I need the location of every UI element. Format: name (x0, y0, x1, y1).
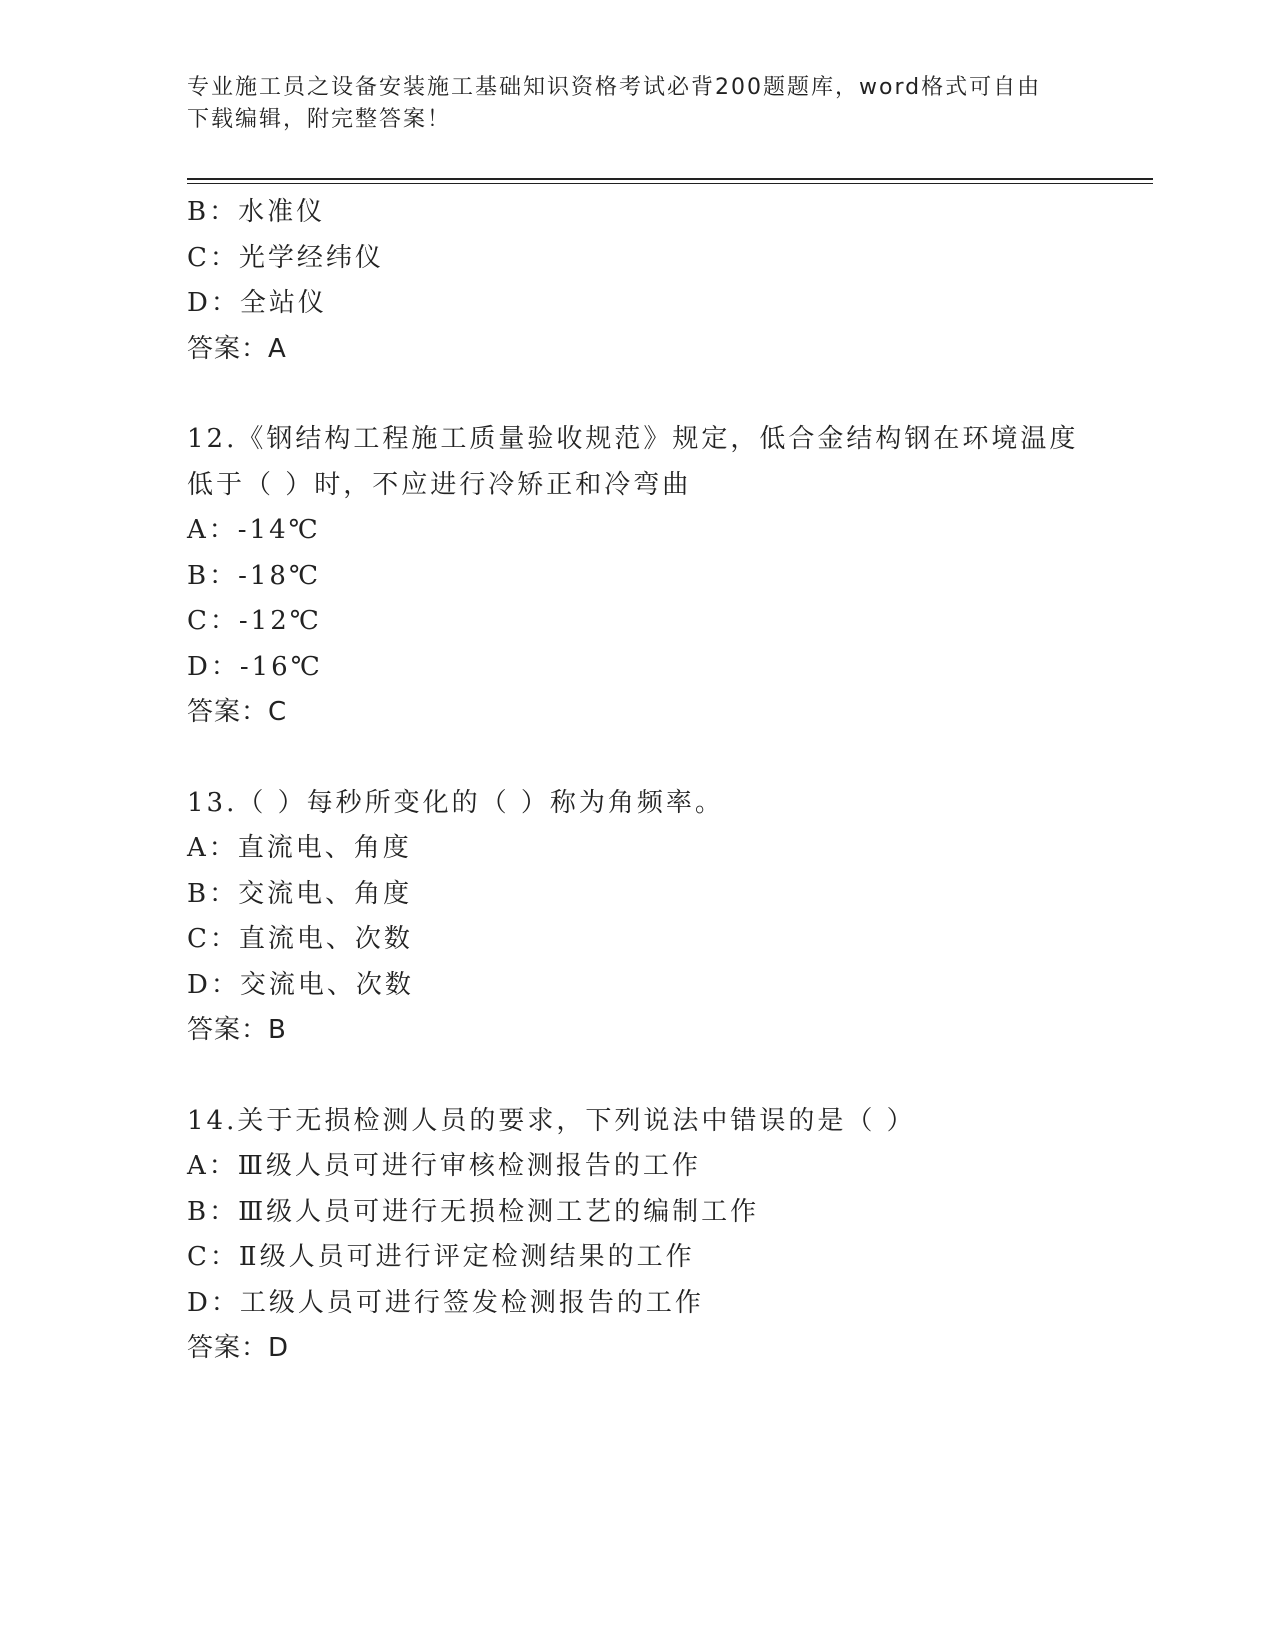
question-13 (187, 781, 1087, 1054)
question-text-line-2: 低于（ ）时，不应进行冷矫正和冷弯曲 (187, 469, 692, 500)
header-line-1: 专业施工员之设备安装施工基础知识资格考试必背200题题库，word格式可自由 (187, 75, 1042, 100)
option-b: B：水准仪 (187, 197, 326, 227)
option-b: B：-18℃ (187, 560, 322, 591)
header-divider-thick (187, 178, 1153, 180)
option-d: D：工级人员可进行签发检测报告的工作 (187, 1287, 704, 1318)
question-text-line-1: 14.关于无损检测人员的要求，下列说法中错误的是（ ） (187, 1105, 916, 1136)
header-line-2: 下载编辑，附完整答案！ (187, 107, 452, 132)
option-a: A：Ⅲ级人员可进行审核检测报告的工作 (187, 1151, 701, 1181)
spacer (187, 372, 1087, 417)
option-a: A：直流电、角度 (187, 833, 412, 863)
answer: 答案：A (187, 333, 287, 364)
option-c: C：光学经纬仪 (187, 242, 384, 273)
question-11 (187, 190, 1087, 372)
option-d: D：全站仪 (187, 288, 327, 318)
answer: 答案：D (187, 1333, 290, 1363)
questions-content (187, 190, 1087, 1372)
option-c: C：-12℃ (187, 606, 322, 636)
document-header (187, 72, 1087, 136)
option-c: C：Ⅱ级人员可进行评定检测结果的工作 (187, 1242, 695, 1272)
question-12 (187, 417, 1087, 736)
option-d: D：交流电、次数 (187, 969, 414, 1000)
option-c: C：直流电、次数 (187, 924, 413, 954)
question-text-line-1: 13.（ ）每秒所变化的（ ）称为角频率。 (187, 787, 724, 818)
answer: 答案：B (187, 1015, 287, 1045)
question-text-line-1: 12.《钢结构工程施工质量验收规范》规定，低合金结构钢在环境温度 (187, 424, 1079, 454)
spacer (187, 736, 1087, 781)
answer: 答案：C (187, 697, 288, 727)
question-14 (187, 1099, 1087, 1372)
option-b: B：交流电、角度 (187, 878, 413, 909)
option-d: D：-16℃ (187, 651, 323, 682)
header-divider-thin (187, 183, 1153, 184)
spacer (187, 1054, 1087, 1099)
option-a: A：-14℃ (187, 515, 321, 545)
option-b: B：Ⅲ级人员可进行无损检测工艺的编制工作 (187, 1196, 760, 1227)
